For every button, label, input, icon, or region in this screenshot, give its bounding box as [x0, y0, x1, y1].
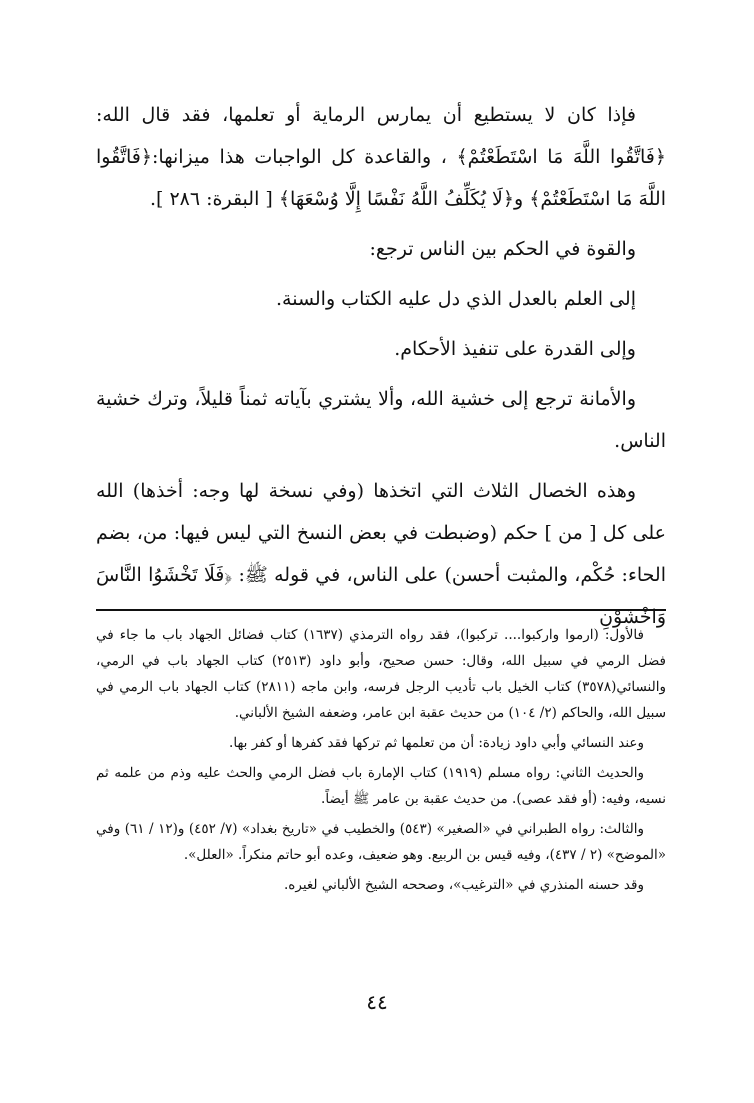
- footnote-1: فالأول: (ارموا واركبوا.... تركبوا)، فقد رواه الترمذي (١٦٣٧) كتاب فضائل الجهاد باب ما جاء في فضل الرمي في سبيل الله، وقال: حسن صحيح، وأبو داود (٢٥١٣) كتاب الجهاد باب في الرمي، والنسائي(٣٥٧٨) كتاب الخيل باب تأديب الرجل فرسه، وابن ماجه (٢٨١١) كتاب الجهاد باب الرمي في سبيل الله، والحاكم (٢/ ١٠٤) من حديث عقبة ابن عامر، وضعفه الشيخ الألباني.: [96, 627, 666, 721]
- footnote-3: والحديث الثاني: رواه مسلم (١٩١٩) كتاب الإمارة باب فضل الرمي والحث عليه وذم من علمه ثم نسيه، وفيه: (أو فقد عصى). من حديث عقبة بن عامر ﷺ أيضاً.: [96, 765, 666, 807]
- page-number: ٤٤: [366, 990, 388, 1014]
- body-paragraph-1: فإذا كان لا يستطيع أن يمارس الرماية أو تعلمها، فقد قال الله: ﴿فَاتَّقُوا اللَّهَ مَا اسْتَطَعْتُمْ﴾ ، والقاعدة كل الواجبات هذا ميزانها:﴿فَاتَّقُوا اللَّهَ مَا اسْتَطَعْتُمْ﴾ و﴿لَا يُكَلِّفُ اللَّهُ نَفْسًا إِلَّا وُسْعَهَا﴾ [ البقرة: ٢٨٦ ].: [96, 104, 666, 210]
- body-paragraph-4: وإلى القدرة على تنفيذ الأحكام.: [394, 338, 636, 360]
- footnote-5: وقد حسنه المنذري في «الترغيب»، وصححه الشيخ الألباني لغيره.: [284, 877, 644, 893]
- footnotes: [96, 622, 666, 902]
- footnote-4: والثالث: رواه الطبراني في «الصغير» (٥٤٣) والخطيب في «تاريخ بغداد» (٧/ ٤٥٢) و(١٢ / ٦١) وفي «الموضح» (٢ / ٤٣٧)، وفيه قيس بن الربيع. وهو ضعيف، وعده أبو حاتم منكراً. «العلل».: [96, 821, 666, 863]
- body-paragraph-6: وهذه الخصال الثلاث التي اتخذها (وفي نسخة لها وجه: أخذها) الله على كل [ من ] حكم (وضبطت في بعض النسخ التي ليس فيها: من، بضم الحاء: حُكْم، والمثبت أحسن) على الناس، في قوله ﷺ: ﴿فَلَا تَخْشَوُا النَّاسَ وَاخْشَوْنِ: [96, 480, 666, 628]
- body-paragraph-3: إلى العلم بالعدل الذي دل عليه الكتاب والسنة.: [275, 288, 636, 310]
- main-text: [96, 94, 666, 646]
- footnote-divider: [96, 609, 666, 611]
- footnote-2: وعند النسائي وأبي داود زيادة: أن من تعلمها ثم تركها فقد كفرها أو كفر بها.: [229, 735, 644, 751]
- body-paragraph-2: والقوة في الحكم بين الناس ترجع:: [369, 238, 636, 260]
- body-paragraph-5: والأمانة ترجع إلى خشية الله، وألا يشتري بآياته ثمناً قليلاً، وترك خشية الناس.: [96, 388, 666, 452]
